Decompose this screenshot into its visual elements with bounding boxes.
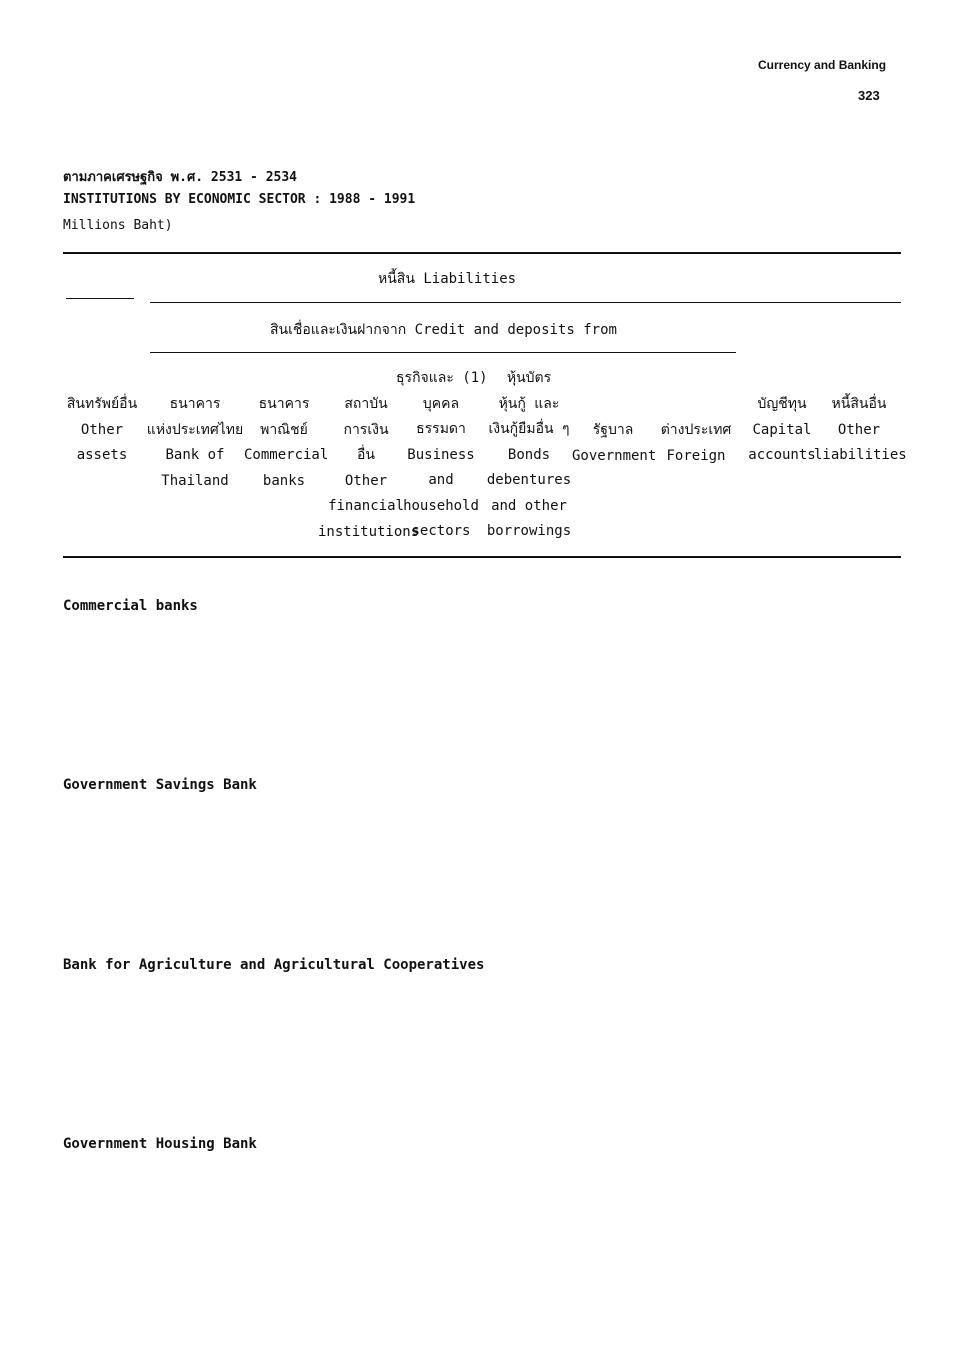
col-text: and — [428, 472, 454, 488]
col-text: หุ้นกู้ และ — [498, 395, 560, 412]
col-text: household — [403, 497, 479, 514]
col-header-foreign — [656, 418, 736, 469]
col-text: borrowings — [486, 523, 572, 539]
col-text: liabilities — [814, 447, 907, 463]
col-text: ต่างประเทศ — [660, 422, 732, 438]
col-text: Other — [344, 472, 388, 489]
col-text: Other — [80, 421, 124, 438]
col-header-commercial-banks — [244, 392, 329, 494]
col-text: รัฐบาล — [592, 422, 634, 438]
col-text: and other — [491, 497, 567, 514]
running-title: Currency and Banking — [758, 58, 887, 72]
col-text: บุคคล — [422, 395, 460, 412]
header-bottom-rule — [63, 556, 901, 558]
col-text: บัญชีทุน — [757, 396, 807, 412]
col-text: Business — [407, 446, 475, 463]
col-header-government — [572, 418, 657, 469]
credit-group-label: สินเชื่อและเงินฝากจาก Credit and deposits from — [270, 322, 617, 338]
col-text: ธุรกิจและ (1) — [396, 370, 488, 386]
col-text: อื่น — [357, 447, 375, 463]
col-text: แห่งประเทศไทย — [146, 421, 244, 438]
col-header-capital-accounts — [742, 392, 822, 469]
title-english: INSTITUTIONS BY ECONOMIC SECTOR : 1988 - 1991 — [63, 192, 416, 207]
col-text: Thailand — [161, 472, 229, 489]
section-title: Commercial banks — [63, 598, 198, 614]
col-text: assets — [76, 447, 128, 463]
col-text: Capital — [752, 421, 812, 438]
col-text: ธนาคาร — [169, 396, 221, 412]
col-text: หุ้นบัตร — [506, 370, 552, 386]
col-text: institutions — [318, 523, 420, 540]
col-header-bank-of-thailand — [146, 392, 244, 494]
liabilities-group-label: หนี้สิน Liabilities — [378, 271, 517, 287]
col-text: ธรรมดา — [416, 421, 466, 437]
col-text: Foreign — [666, 447, 726, 464]
col-header-other-assets — [60, 392, 144, 469]
col-text: สินทรัพย์อื่น — [66, 396, 138, 412]
col-header-other-liabilities — [814, 392, 907, 469]
col-text: หนี้สินอื่น — [831, 396, 887, 412]
title-thai: ตามภาคเศรษฐกิจ พ.ศ. 2531 - 2534 — [63, 170, 298, 185]
section-title: Government Housing Bank — [63, 1136, 257, 1152]
liabilities-sub-rule — [150, 302, 901, 303]
col-text: Commercial — [244, 447, 329, 463]
page-number: 323 — [858, 88, 880, 103]
top-rule — [63, 252, 901, 254]
unit-label: Millions Baht) — [63, 218, 173, 233]
col-text: banks — [262, 472, 306, 489]
col-text: การเงิน — [343, 421, 389, 438]
col-text: พาณิชย์ — [260, 421, 308, 438]
col-text: Government — [572, 447, 657, 464]
col-text: เงินกู้ยืมอื่น ๆ — [488, 421, 570, 437]
col-text: Other — [837, 421, 881, 438]
col-header-business-household — [396, 366, 486, 545]
assets-sub-rule — [66, 298, 134, 299]
col-text: financial — [328, 498, 404, 514]
section-title: Government Savings Bank — [63, 777, 257, 793]
col-text: sectors — [411, 523, 471, 539]
credit-sub-rule — [150, 352, 736, 353]
col-text: accounts — [748, 447, 816, 463]
col-text: Bank of — [165, 447, 225, 463]
col-text: สถาบัน — [344, 396, 388, 412]
col-text: ธนาคาร — [258, 396, 310, 412]
section-title: Bank for Agriculture and Agricultural Cooperatives — [63, 957, 485, 973]
col-text: debentures — [486, 472, 572, 488]
col-text: Bonds — [507, 446, 551, 463]
col-header-bonds — [486, 366, 572, 545]
